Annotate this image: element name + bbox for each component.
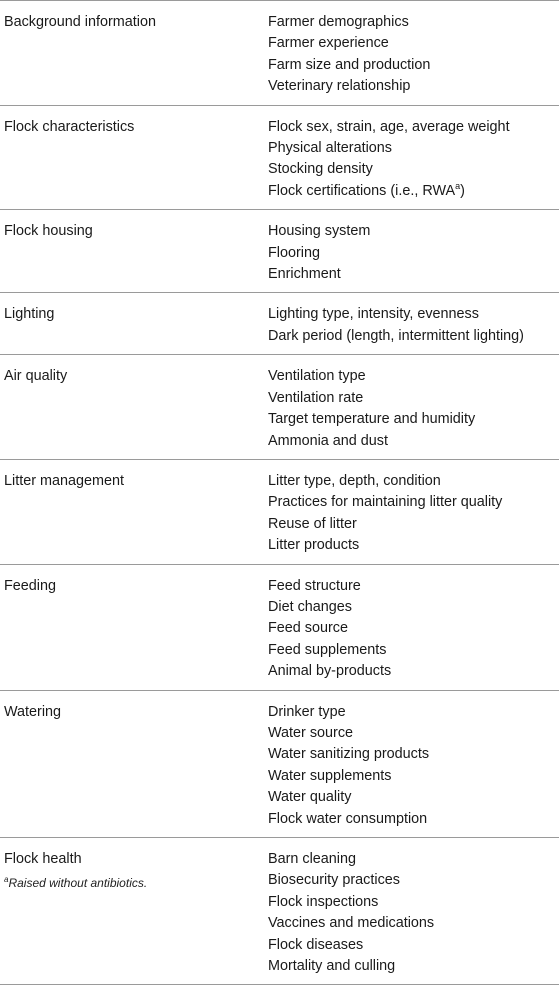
category-cell: Flock characteristics — [4, 118, 135, 135]
item-text: Biosecurity practices — [268, 872, 400, 889]
item-text: Veterinary relationship — [268, 78, 411, 95]
footnote-text: Raised without antibiotics. — [8, 876, 148, 890]
category-cell: Flock health — [4, 851, 82, 867]
item-text: Water sanitizing products — [268, 746, 430, 763]
item-text: Practices for maintaining litter quality — [268, 494, 503, 511]
item-text: Litter type, depth, condition — [268, 472, 441, 489]
item-text: Water source — [268, 724, 354, 741]
table-row — [0, 355, 559, 460]
items-cell — [268, 471, 559, 557]
item-text: Water supplements — [268, 767, 392, 784]
items-cell — [268, 849, 559, 977]
category-cell: Feeding — [4, 577, 57, 594]
category-cell: Watering — [4, 703, 62, 720]
item-text: Feed supplements — [268, 641, 387, 658]
item-text: Flock sex, strain, age, average weight — [268, 118, 510, 135]
item-text: Vaccines and medications — [268, 915, 435, 932]
table-row — [0, 293, 559, 355]
table-row — [0, 106, 559, 211]
item-text: Physical alterations — [268, 140, 392, 157]
item-text: Flock inspections — [268, 893, 379, 910]
item-text: Dark period (length, intermittent lighting) — [268, 327, 524, 344]
item-text: Farm size and production — [268, 56, 431, 73]
table-row — [0, 565, 559, 691]
footnote-marker: a — [4, 875, 9, 884]
table-row — [0, 691, 559, 838]
item-text: Water quality — [268, 789, 352, 806]
category-cell: Lighting — [4, 306, 55, 323]
item-label: Flock certifications (i.e., RWA — [268, 182, 456, 199]
item-text: Litter products — [268, 537, 360, 554]
item-text: Stocking density — [268, 161, 373, 178]
item-text: Mortality and culling — [268, 958, 396, 975]
table-row — [0, 210, 559, 293]
category-cell: Flock housing — [4, 223, 93, 240]
table-row — [0, 1, 559, 106]
table-row — [0, 460, 559, 565]
footnote-reference: a — [455, 181, 461, 192]
items-cell — [268, 366, 559, 452]
items-cell — [268, 221, 559, 285]
item-text: Flock water consumption — [268, 810, 428, 827]
item-text: Ammonia and dust — [268, 432, 388, 449]
item-text — [268, 181, 559, 202]
item-text: Enrichment — [268, 266, 341, 283]
item-text: Feed structure — [268, 577, 361, 594]
category-cell: Litter management — [4, 472, 124, 489]
item-text: Lighting type, intensity, evenness — [268, 306, 479, 323]
item-text: Ventilation type — [268, 368, 366, 385]
item-text: Barn cleaning — [268, 851, 357, 867]
table-footnote — [4, 876, 147, 890]
item-text: Diet changes — [268, 598, 352, 615]
item-text: Ventilation rate — [268, 389, 364, 406]
item-suffix: ) — [460, 182, 465, 199]
items-cell — [268, 576, 559, 683]
table-row — [0, 838, 559, 985]
items-cell — [268, 117, 559, 203]
item-text: Housing system — [268, 223, 371, 240]
category-cell: Background information — [4, 14, 156, 30]
items-cell — [268, 304, 559, 347]
item-text: Animal by-products — [268, 663, 392, 680]
item-text: Reuse of litter — [268, 515, 357, 532]
items-cell — [268, 12, 559, 98]
item-text: Target temperature and humidity — [268, 411, 476, 428]
items-cell — [268, 702, 559, 830]
item-text: Farmer experience — [268, 35, 389, 52]
item-text: Drinker type — [268, 703, 346, 720]
item-text: Feed source — [268, 620, 348, 637]
item-text: Farmer demographics — [268, 14, 409, 30]
item-text: Flooring — [268, 244, 320, 261]
category-cell: Air quality — [4, 368, 68, 385]
item-text: Flock diseases — [268, 936, 364, 953]
